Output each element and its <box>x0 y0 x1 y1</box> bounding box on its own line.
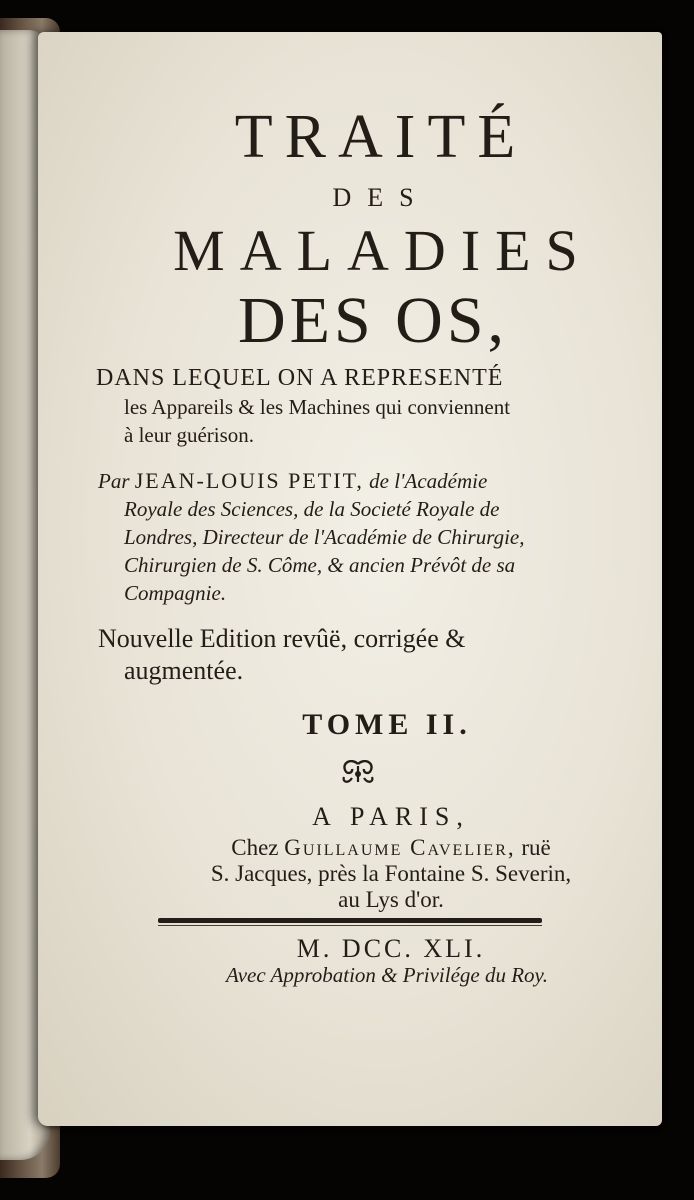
imprint-sign: au Lys d'or. <box>338 887 444 912</box>
imprint-place: A PARIS, <box>312 802 470 831</box>
imprint-address: S. Jacques, près la Fontaine S. Severin, <box>210 861 572 886</box>
divider-rule-thin <box>158 925 542 926</box>
author-line-1 <box>98 468 487 494</box>
author-line-4: Chirurgien de S. Côme, & ancien Prévôt de sa <box>124 553 516 577</box>
publisher-prefix: Chez <box>231 835 279 860</box>
subtitle-line-2: les Appareils & les Machines qui conviennent <box>124 395 511 419</box>
imprint-publisher <box>0 834 694 862</box>
author-line-3: Londres, Directeur de l'Académie de Chirurgie, <box>124 525 525 549</box>
book-title: TRAITÉ <box>234 103 528 171</box>
author-name: JEAN-LOUIS PETIT, <box>134 468 364 493</box>
author-line-5: Compagnie. <box>124 581 227 605</box>
imprint-date: M. DCC. XLI. <box>296 934 486 963</box>
author-line-2: Royale des Sciences, de la Societé Royale de <box>124 497 500 521</box>
subtitle-line-3: à leur guérison. <box>124 423 255 447</box>
subtitle-line-1: DANS LEQUEL ON A REPRESENTÉ <box>96 365 504 391</box>
divider-rule <box>158 918 542 923</box>
title-des-os: DES OS, <box>237 284 509 357</box>
author-affiliation: de l'Académie <box>369 469 488 493</box>
publisher-suffix: ruë <box>521 835 551 860</box>
publisher-name: Guillaume Cavelier, <box>284 835 516 860</box>
volume-label: TOME II. <box>302 708 472 741</box>
author-prefix: Par <box>98 469 130 493</box>
title-des: DES <box>332 183 430 212</box>
edition-line-2: augmentée. <box>124 656 244 685</box>
edition-line-1: Nouvelle Edition revûë, corrigée & <box>98 624 466 653</box>
privilege-line: Avec Approbation & Privilége du Roy. <box>226 963 548 987</box>
fleuron-ornament-icon <box>338 760 378 786</box>
title-maladies: MALADIES <box>173 218 593 283</box>
